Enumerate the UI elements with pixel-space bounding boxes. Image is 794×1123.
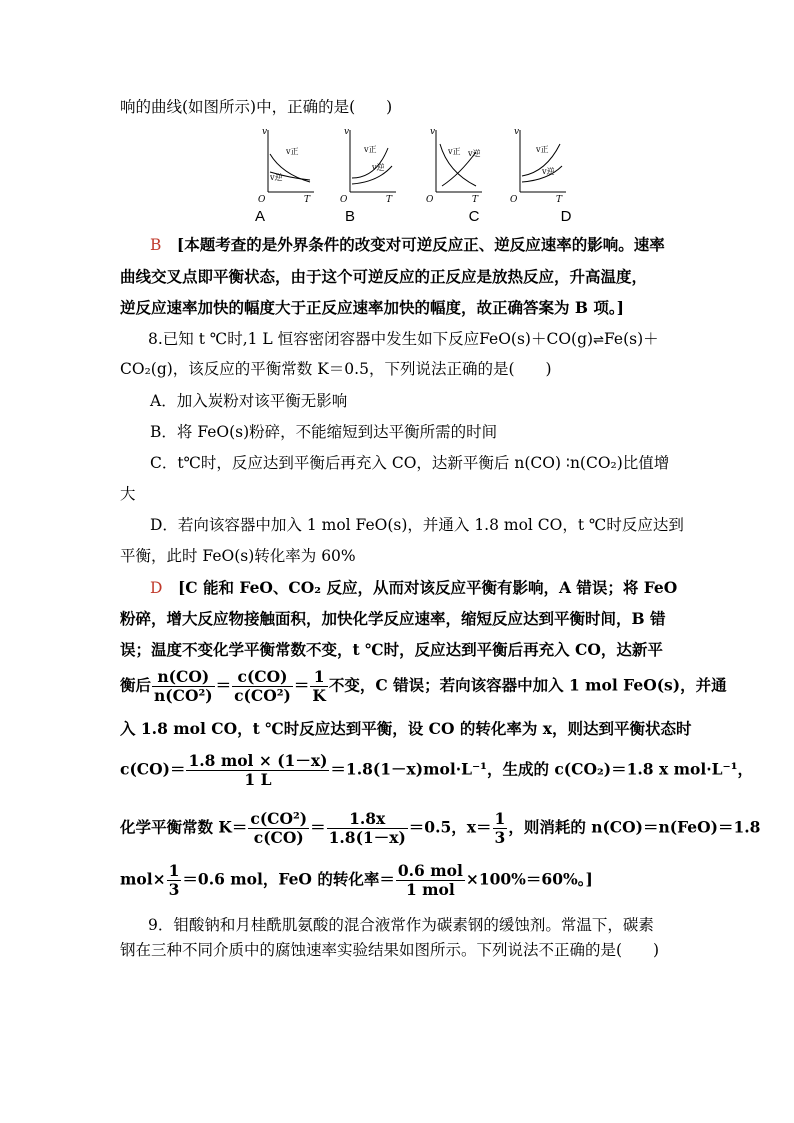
graph-b (332, 122, 402, 202)
svg-text:v正: v正 (364, 145, 377, 154)
q8-exp-line6: c(CO)＝ $\frac{\text{1.8 mol × (1－x)}}{1 L}$ ＝1.8(1－x)mol·L⁻¹，生成的 c(CO₂)＝1.8 x mol·L⁻¹， (120, 751, 753, 789)
q8-option-a: A．加入炭粉对该平衡无影响 (150, 392, 348, 410)
svg-text:v逆: v逆 (542, 167, 555, 176)
svg-text:v正: v正 (536, 145, 549, 154)
svg-text:v: v (262, 127, 268, 137)
equilibrium-arrow-icon: ⇌ (593, 333, 604, 348)
q7-exp-line2: 曲线交叉点即平衡状态，由于这个可逆反应的正反应是放热反应，升高温度， (120, 267, 648, 286)
q8-exp-line8: mol× $\frac{1}{3}$ ＝0.6 mol，FeO 的转化率＝ $\frac{\text{0.6 mol}}{\text{1 mol}}$ ×100%＝60%。] (120, 861, 593, 899)
q7-exp-line3: 逆反应速率加快的幅度大于正反应速率加快的幅度，故正确答案为 B 项。] (120, 298, 624, 317)
svg-text:v: v (430, 127, 436, 137)
fraction-1-over-k: $\frac{1}{K}$ (312, 667, 326, 705)
q8-option-c: C．t℃时，反应达到平衡后再充入 CO，达新平衡后 n(CO) ∶n(CO₂)比值增 (150, 454, 670, 472)
svg-text:v: v (514, 127, 520, 137)
q8-exp-line3: 误；温度不变化学平衡常数不变，t ℃时，反应达到平衡后再充入 CO，达新平 (120, 640, 663, 659)
q8-exp-line7: 化学平衡常数 K＝ $\frac{\text{c(CO²)}}{c(CO)}$ ＝ $\frac{1.8x}{1.8(1-x)}$ ＝0.5，x＝ $\frac{1}{3}$ ，则消耗的 n(CO)＝n(FeO)＝1.8 (120, 809, 761, 847)
q8-exp-line4: 衡后 $\frac{n(CO)}{\text{n(CO²)}}$ ＝ $\frac{c(CO)}{\text{c(CO²)}}$ ＝ $\frac{1}{K}$ 不变，C 错误；若向该容器中加入 1 mol FeO(s)，并通 (120, 667, 727, 705)
q8-stem-line1: 8.已知 t ℃时,1 L 恒容密闭容器中发生如下反应FeO(s)＋CO(g)⇌Fe(s)＋ (148, 330, 659, 348)
svg-text:T: T (556, 195, 563, 202)
svg-text:v逆: v逆 (270, 173, 283, 182)
graph-label-a: A (254, 208, 265, 225)
q8-exp-line5: 入 1.8 mol CO，t ℃时反应达到平衡，设 CO 的转化率为 x，则达到平衡状态时 (120, 719, 692, 738)
svg-text:v正: v正 (448, 147, 461, 156)
graph-c (418, 122, 488, 202)
q9-stem-line2: 钢在三种不同介质中的腐蚀速率实验结果如图所示。下列说法不正确的是( ) (120, 941, 660, 959)
intro-line: 响的曲线(如图所示)中，正确的是( ) (120, 98, 393, 116)
q8-option-c-cont: 大 (120, 485, 136, 503)
svg-text:T: T (386, 195, 393, 202)
svg-text:O: O (510, 195, 518, 202)
svg-text:O: O (340, 195, 348, 202)
q8-stem-line2: CO₂(g)，该反应的平衡常数 K＝0.5，下列说法正确的是( ) (120, 360, 552, 378)
graph-label-b: B (344, 208, 355, 225)
fraction-one-third-2: $\frac{1}{3}$ (168, 861, 180, 899)
q7-exp-line1: B [本题考查的是外界条件的改变对可逆反应正、逆反应速率的影响。速率 (150, 235, 665, 254)
q7-answer: B (150, 236, 162, 254)
q8-exp-line1: D [C 能和 FeO、CO₂ 反应，从而对该反应平衡有影响，A 错误；将 FeO (150, 578, 678, 597)
fraction-c-ratio: $\frac{c(CO)}{\text{c(CO²)}}$ (234, 667, 291, 705)
svg-text:T: T (304, 195, 311, 202)
fraction-c-co: $\frac{\text{1.8 mol × (1－x)}}{1 L}$ (188, 751, 328, 789)
fraction-conversion: $\frac{\text{0.6 mol}}{\text{1 mol}}$ (397, 861, 463, 899)
fraction-one-third: $\frac{1}{3}$ (494, 809, 506, 847)
fraction-k-expr: $\frac{\text{c(CO²)}}{c(CO)}$ (250, 809, 308, 847)
q9-stem-line1: 9．钼酸钠和月桂酰肌氨酸的混合液常作为碳素钢的缓蚀剂。常温下，碳素 (148, 916, 654, 934)
q8-exp-line2: 粉碎，增大反应物接触面积，加快化学反应速率，缩短反应达到平衡时间，B 错 (120, 609, 666, 628)
rate-graphs (250, 122, 580, 225)
svg-text:v正: v正 (286, 147, 299, 156)
q8-answer: D (150, 579, 163, 597)
svg-text:v逆: v逆 (468, 149, 481, 158)
q8-option-b: B．将 FeO(s)粉碎，不能缩短到达平衡所需的时间 (150, 423, 498, 441)
graph-label-c: C (468, 208, 480, 225)
fraction-n-ratio: $\frac{n(CO)}{\text{n(CO²)}}$ (154, 667, 213, 705)
svg-text:O: O (426, 195, 434, 202)
graph-label-d: D (560, 208, 572, 225)
q8-option-d-cont: 平衡，此时 FeO(s)转化率为 60% (120, 547, 356, 565)
svg-text:O: O (258, 195, 266, 202)
graph-a (250, 122, 320, 202)
svg-text:v逆: v逆 (372, 163, 385, 172)
graph-d (502, 122, 572, 202)
svg-text:v: v (344, 127, 350, 137)
svg-text:T: T (472, 195, 479, 202)
q8-option-d: D．若向该容器中加入 1 mol FeO(s)，并通入 1.8 mol CO，t ℃时反应达到 (150, 516, 684, 534)
fraction-k-x: $\frac{1.8x}{1.8(1-x)}$ (328, 809, 406, 847)
